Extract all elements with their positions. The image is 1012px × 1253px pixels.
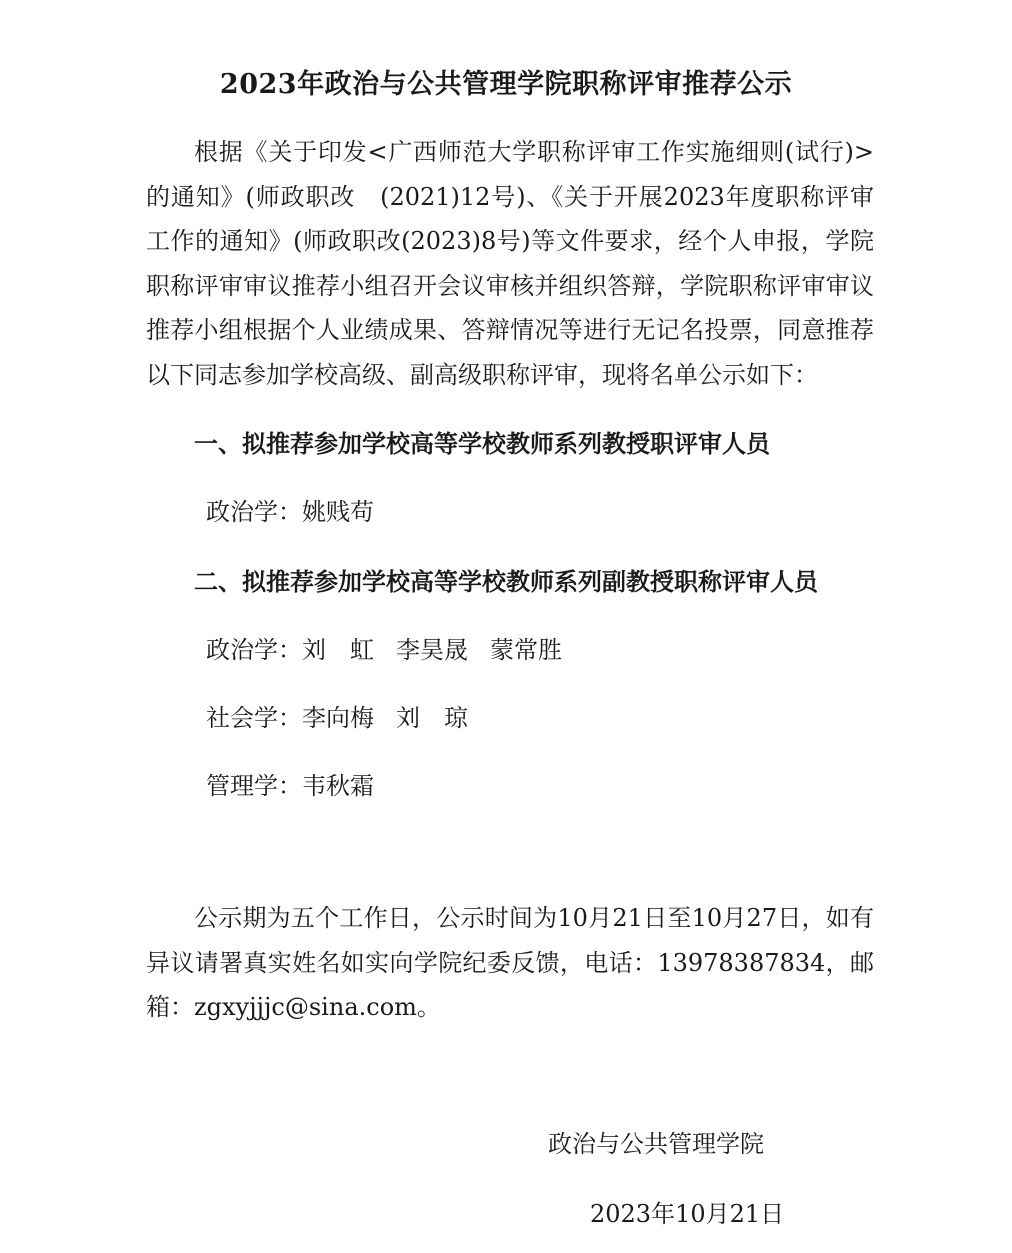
closing-paragraph: 公示期为五个工作日，公示时间为10月21日至10月27日，如有异议请署真实姓名如实向学院纪委反馈，电话：13978387834，邮箱：zgxyjjjc@sina.com。 (146, 904, 874, 1021)
list-item (206, 766, 396, 801)
list-item (206, 630, 584, 665)
date: 2023年10月21日 (590, 1200, 785, 1228)
candidate-name: 韦秋霜 (302, 772, 374, 800)
intro-paragraph: 根据《关于印发<广西师范大学职称评审工作实施细则(试行)>的通知》(师政职改 (2021)12号)、《关于开展2023年度职称评审工作的通知》(师政职改(2023)8号)等文件要求，经个人申报，学院职称评审审议推荐小组召开会议审核并组织答辩，学院职称评审审议推荐小组根据个人业绩成果、答辩情况等进行无记名投票，同意推荐以下同志参加学校高级、副高级职称评审，现将名单公示如下： (146, 138, 874, 389)
signature: 政治与公共管理学院 (548, 1130, 764, 1158)
discipline-label: 管理学： (206, 772, 302, 800)
discipline-label: 政治学： (206, 498, 302, 526)
page-title: 2023年政治与公共管理学院职称评审推荐公示 (219, 69, 793, 100)
discipline-label: 政治学： (206, 636, 302, 664)
candidate-name: 刘 琼 (396, 704, 468, 732)
candidate-name: 刘 虹 (302, 636, 374, 664)
candidate-name: 李向梅 (302, 704, 374, 732)
list-item (206, 698, 490, 733)
candidate-name: 李昊晟 (396, 636, 468, 664)
discipline-label: 社会学： (206, 704, 302, 732)
section-heading-associate-professor: 二、拟推荐参加学校高等学校教师系列副教授职称评审人员 (194, 568, 818, 596)
list-item (206, 492, 396, 527)
candidate-name: 蒙常胜 (490, 636, 562, 664)
section-heading-professor: 一、拟推荐参加学校高等学校教师系列教授职评审人员 (194, 430, 770, 458)
candidate-name: 姚贱苟 (302, 498, 374, 526)
